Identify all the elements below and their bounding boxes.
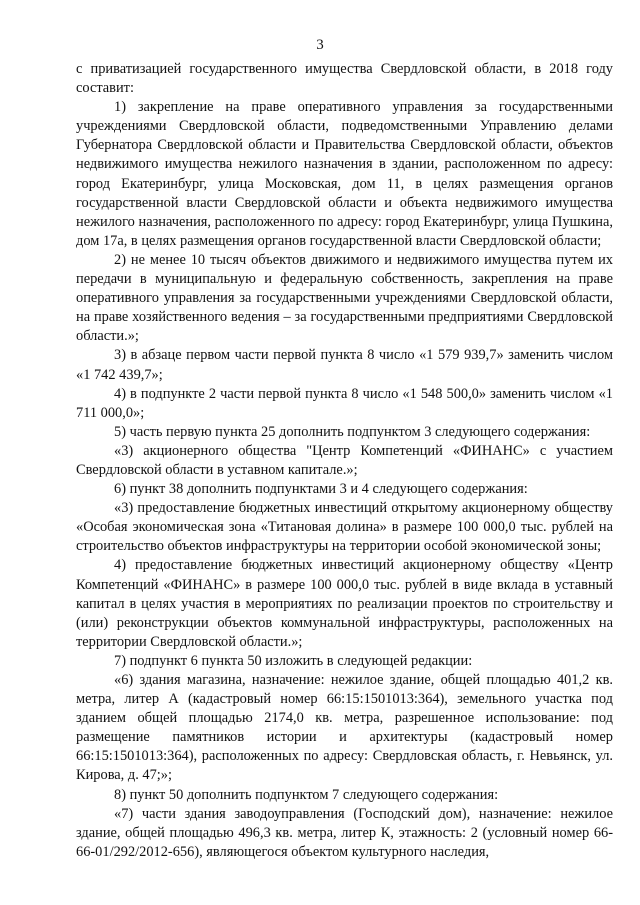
paragraph-continuation: с приватизацией государственного имущества Свердловской области, в 2018 году составит:	[76, 61, 613, 97]
paragraph-item-1: 1) закрепление на праве оперативного управления за государственными учреждениями Свердловской области, подведомственными Управлению делами Губернатора Свердловской области и Правительства Свердловской области, объектов недвижимого имущества нежилого назначения в здании, расположенном по адресу: город Екатеринбург, улица Московская, дом 11, в целях размещения органов государственной власти Свердловской области и объекта недвижимого имущества нежилого назначения, расположенного по адресу: город Екатеринбург, улица Пушкина, дом 17а, в целях размещения органов государственной власти Свердловской области;	[76, 99, 613, 249]
page-number: 3	[316, 37, 324, 53]
paragraph-item-8: 8) пункт 50 дополнить подпунктом 7 следующего содержания:	[114, 786, 499, 803]
paragraph-item-7: 7) подпункт 6 пункта 50 изложить в следующей редакции:	[114, 652, 473, 669]
paragraph-item-5: 5) часть первую пункта 25 дополнить подпунктом 3 следующего содержания:	[114, 423, 591, 440]
paragraph-quote-3-investments: «3) предоставление бюджетных инвестиций открытому акционерному обществу «Особая экономическая зона «Титановая долина» в размере 100 000,0 тыс. рублей на строительство объектов инфраструктуры на территории особой экономической зоны;	[76, 500, 613, 555]
paragraph-quote-7: «7) части здания заводоуправления (Господский дом), назначение: нежилое здание, общей площадью 496,3 кв. метра, литер К, этажность: 2 (условный номер 66-66-01/292/2012-656), являющегося объектом культурного наследия,	[76, 805, 613, 860]
paragraph-quote-3: «3) акционерного общества "Центр Компетенций «ФИНАНС» с участием Свердловской области в уставном капитале.»;	[76, 442, 613, 478]
paragraph-item-4: 4) в подпункте 2 части первой пункта 8 число «1 548 500,0» заменить числом «1 711 000,0»;	[76, 385, 613, 421]
document-body	[76, 60, 613, 862]
paragraph-quote-4-investments: 4) предоставление бюджетных инвестиций акционерному обществу «Центр Компетенций «ФИНАНС» в размере 100 000,0 тыс. рублей в виде вклада в уставный капитал в целях участия в мероприятиях по реализации проектов по строительству и (или) реконструкции объектов коммунальной инфраструктуры, расположенных на территории Свердловской области.»;	[76, 557, 613, 650]
paragraph-quote-6: «6) здания магазина, назначение: нежилое здание, общей площадью 401,2 кв. метра, литер А (кадастровый номер 66:15:1501013:364), земельного участка под зданием общей площадью 2174,0 кв. метра, разрешенное использование: под размещение памятников истории и архитектуры (кадастровый номер 66:15:1501013:364), расположенных по адресу: Свердловская область, г. Невьянск, ул. Кирова, д. 47;»;	[76, 672, 613, 784]
paragraph-item-2: 2) не менее 10 тысяч объектов движимого и недвижимого имущества путем их передачи в муниципальную и федеральную собственность, закрепления на праве оперативного управления за государственными учреждениями Свердловской области, на праве хозяйственного ведения – за государственными предприятиями Свердловской области.»;	[76, 251, 613, 345]
paragraph-item-6: 6) пункт 38 дополнить подпунктами 3 и 4 следующего содержания:	[114, 481, 528, 498]
paragraph-item-3: 3) в абзаце первом части первой пункта 8 число «1 579 939,7» заменить числом «1 742 439,7»;	[76, 347, 613, 383]
